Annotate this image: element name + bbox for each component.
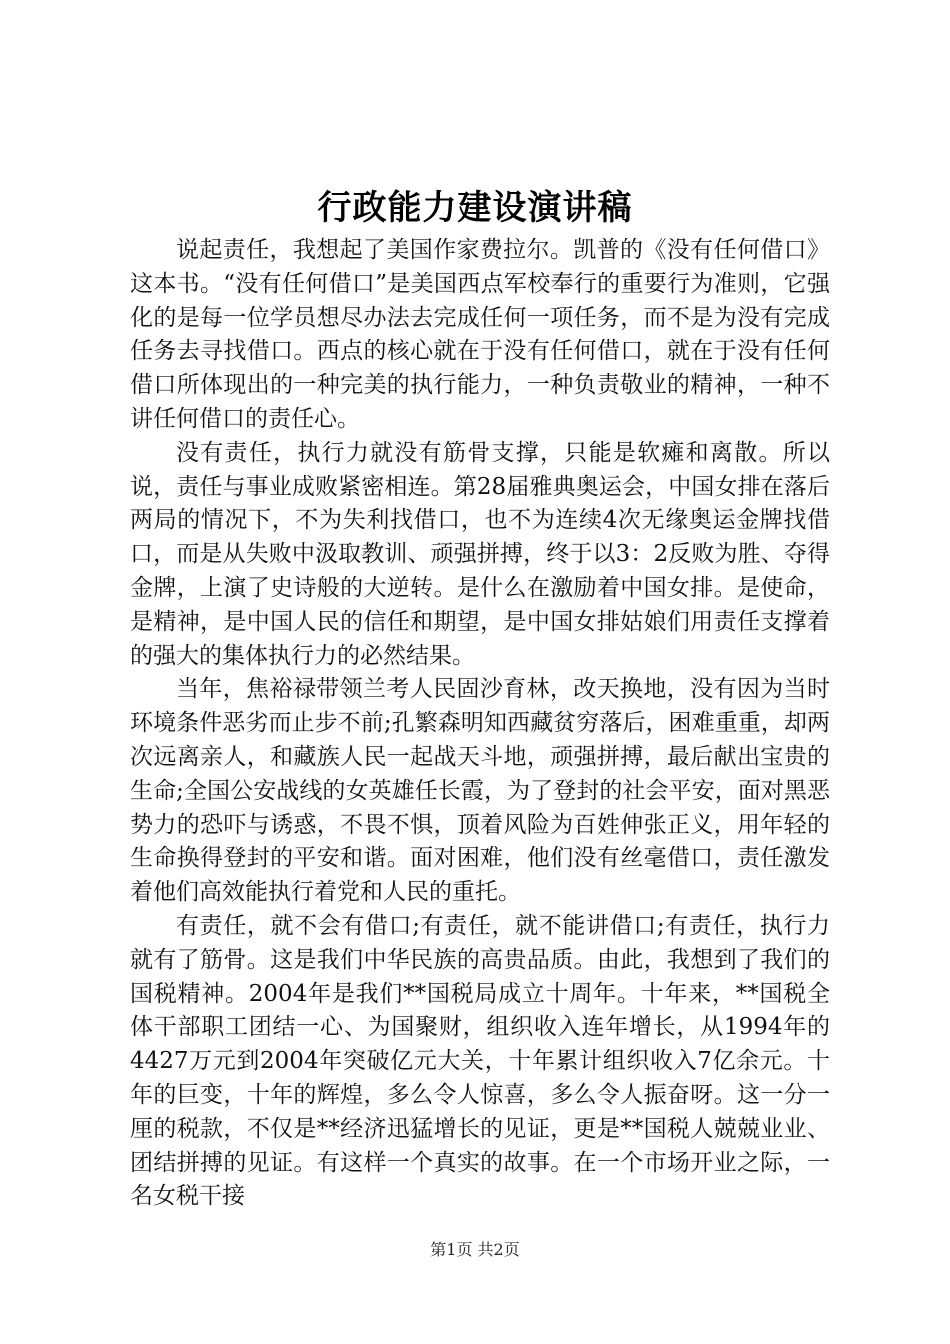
paragraph: 有责任，就不会有借口;有责任，就不能讲借口;有责任，执行力就有了筋骨。这是我们中华民族的高贵品质。由此，我想到了我们的国税精神。2004年是我们**国税局成立十周年。十年来，**国税全体干部职工团结一心、为国聚财，组织收入连年增长，从1994年的4427万元到2004年突破亿元大关，十年累计组织收入7亿余元。十年的巨变，十年的辉煌，多么令人惊喜，多么令人振奋呀。这一分一厘的税款，不仅是**经济迅猛增长的见证，更是**国税人兢兢业业、团结拼搏的见证。有这样一个真实的故事。在一个市场开业之际，一名女税干接 [130,912,830,1210]
page-footer: 第1页 共2页 [430,1240,520,1259]
document-body [130,234,830,1214]
page-title: 行政能力建设演讲稿 [317,188,633,228]
paragraph: 当年，焦裕禄带领兰考人民固沙育林，改天换地，没有因为当时环境条件恶劣而止步不前;孔繁森明知西藏贫穷落后，困难重重，却两次远离亲人，和藏族人民一起战天斗地，顽强拼搏，最后献出宝贵的生命;全国公安战线的女英雄任长霞，为了登封的社会平安，面对黑恶势力的恐吓与诱惑，不畏不惧，顶着风险为百姓伸张正义，用年轻的生命换得登封的平安和谐。面对困难，他们没有丝毫借口，责任激发着他们高效能执行着党和人民的重托。 [130,676,830,906]
paragraph: 没有责任，执行力就没有筋骨支撑，只能是软瘫和离散。所以说，责任与事业成败紧密相连。第28届雅典奥运会，中国女排在落后两局的情况下，不为失利找借口，也不为连续4次无缘奥运金牌找借口，而是从失败中汲取教训、顽强拼搏，终于以3：2反败为胜、夺得金牌，上演了史诗般的大逆转。是什么在激励着中国女排。是使命，是精神，是中国人民的信任和期望，是中国女排姑娘们用责任支撑着的强大的集体执行力的必然结果。 [130,439,830,669]
paragraph: 说起责任，我想起了美国作家费拉尔。凯普的《没有任何借口》这本书。“没有任何借口”是美国西点军校奉行的重要行为准则，它强化的是每一位学员想尽办法去完成任何一项任务，而不是为没有完成任务去寻找借口。西点的核心就在于没有任何借口，就在于没有任何借口所体现出的一种完美的执行能力，一种负责敬业的精神，一种不讲任何借口的责任心。 [130,237,830,432]
